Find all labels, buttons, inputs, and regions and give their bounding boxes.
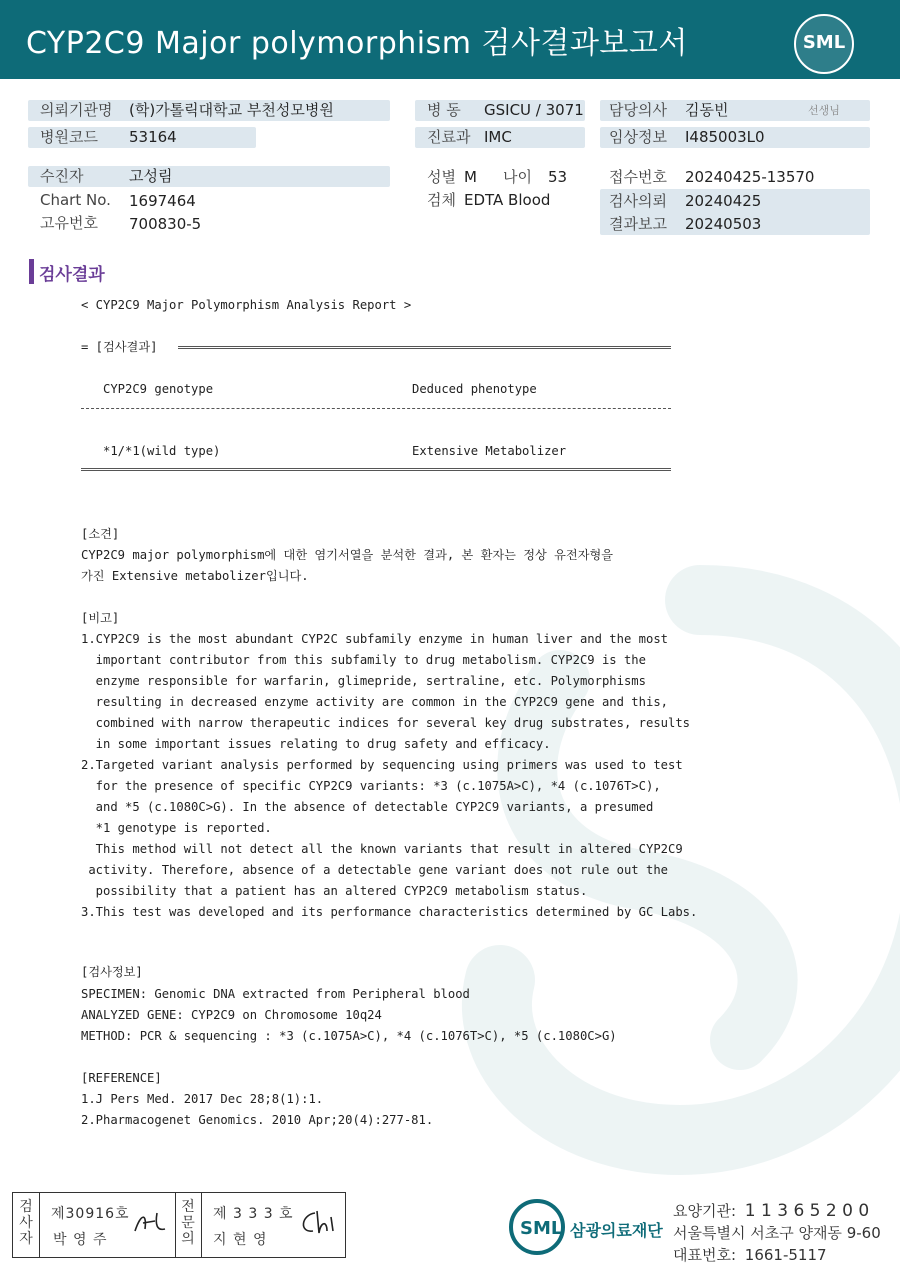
specialist-name: 지 현 영 bbox=[213, 1232, 268, 1248]
ref-line: 1.J Pers Med. 2017 Dec 28;8(1):1. bbox=[81, 1092, 324, 1106]
receipt-label: 접수번호 bbox=[609, 168, 667, 186]
doctor-label: 담당의사 bbox=[609, 101, 667, 119]
remark-line: activity. Therefore, absence of a detectable gene variant does not rule out the bbox=[81, 863, 668, 877]
ward-value: GSICU / 3071 bbox=[484, 101, 584, 119]
examinee-label: 수진자 bbox=[40, 167, 84, 185]
institution-code: 1 1 3 6 5 2 0 0 bbox=[744, 1201, 870, 1221]
remark-line: for the presence of specific CYP2C9 variants: *3 (c.1075A>C), *4 (c.1076T>C), bbox=[81, 779, 661, 793]
hospital-code-value: 53164 bbox=[129, 128, 177, 146]
clinical-label: 임상정보 bbox=[609, 128, 667, 146]
col-phenotype: Deduced phenotype bbox=[412, 382, 537, 396]
examiner-signature-icon bbox=[131, 1207, 171, 1237]
uid-label: 고유번호 bbox=[40, 214, 98, 232]
remark-line: resulting in decreased enzyme activity are common in the CYP2C9 gene and this, bbox=[81, 695, 668, 709]
sex-value: M bbox=[464, 168, 477, 186]
info-line: SPECIMEN: Genomic DNA extracted from Peripheral blood bbox=[81, 987, 470, 1001]
info-line: ANALYZED GENE: CYP2C9 on Chromosome 10q24 bbox=[81, 1008, 382, 1022]
doctor-suffix: 선생님 bbox=[808, 104, 840, 117]
org-name: 삼광의료재단 bbox=[570, 1221, 663, 1240]
institution-label: 의뢰기관명 bbox=[40, 101, 113, 119]
doctor-value: 김동빈 bbox=[685, 101, 729, 119]
reported-label: 결과보고 bbox=[609, 215, 667, 233]
report-heading: < CYP2C9 Major Polymorphism Analysis Report > bbox=[81, 298, 412, 312]
remark-line: possibility that a patient has an altered CYP2C9 metabolism status. bbox=[81, 884, 588, 898]
org-address: 서울특별시 서초구 양재동 9-60 bbox=[673, 1224, 881, 1242]
phone-number: 1661-5117 bbox=[744, 1246, 827, 1264]
remark-line: 3.This test was developed and its performance characteristics determined by GC Labs. bbox=[81, 905, 698, 919]
ref-title: [REFERENCE] bbox=[81, 1071, 162, 1085]
clinical-value: I485003L0 bbox=[685, 128, 765, 146]
examiner-label: 검 사 자 bbox=[19, 1199, 33, 1247]
remark-line: 1.CYP2C9 is the most abundant CYP2C subfamily enzyme in human liver and the most bbox=[81, 632, 668, 646]
info-line: METHOD: PCR & sequencing : *3 (c.1075A>C), *4 (c.1076T>C), *5 (c.1080C>G) bbox=[81, 1029, 617, 1043]
institution-value: (학)가톨릭대학교 부천성모병원 bbox=[129, 101, 334, 119]
genotype-value: *1/*1(wild type) bbox=[103, 444, 221, 458]
sex-label: 성별 bbox=[427, 168, 456, 186]
stamp-divider bbox=[175, 1193, 176, 1257]
stamp-divider bbox=[201, 1193, 202, 1257]
phenotype-value: Extensive Metabolizer bbox=[412, 444, 567, 458]
report-title: CYP2C9 Major polymorphism 검사결과보고서 bbox=[26, 26, 688, 61]
specimen-label: 검체 bbox=[427, 191, 456, 209]
remark-line: *1 genotype is reported. bbox=[81, 821, 272, 835]
reported-value: 20240503 bbox=[685, 215, 762, 233]
col-genotype: CYP2C9 genotype bbox=[103, 382, 214, 396]
specimen-value: EDTA Blood bbox=[464, 191, 551, 209]
requested-value: 20240425 bbox=[685, 192, 762, 210]
remark-line: This method will not detect all the known variants that result in altered CYP2C9 bbox=[81, 842, 683, 856]
remark-line: combined with narrow therapeutic indices for several key drug substrates, results bbox=[81, 716, 691, 730]
remark-line: in some important issues relating to drug safety and efficacy. bbox=[81, 737, 551, 751]
chart-label: Chart No. bbox=[40, 191, 111, 209]
finding-line: CYP2C9 major polymorphism에 대한 염기서열을 분석한 결과, 본 환자는 정상 유전자형을 bbox=[81, 548, 614, 562]
remark-line: 2.Targeted variant analysis performed by sequencing using primers was used to test bbox=[81, 758, 683, 772]
hospital-code-label: 병원코드 bbox=[40, 128, 98, 146]
requested-label: 검사의뢰 bbox=[609, 192, 667, 210]
dept-label: 진료과 bbox=[427, 128, 471, 146]
signature-stamp bbox=[12, 1192, 346, 1258]
institution-code-label: 요양기관: bbox=[673, 1202, 737, 1220]
phone-label: 대표번호: bbox=[673, 1246, 737, 1264]
specialist-signature-icon bbox=[295, 1207, 339, 1237]
info-title: [검사정보] bbox=[81, 965, 143, 979]
finding-line: 가진 Extensive metabolizer입니다. bbox=[81, 569, 309, 583]
chart-value: 1697464 bbox=[129, 192, 196, 210]
stamp-divider bbox=[39, 1193, 40, 1257]
examinee-value: 고성림 bbox=[129, 167, 173, 185]
remark-line: important contributor from this subfamily to drug metabolism. CYP2C9 is the bbox=[81, 653, 646, 667]
rule-result bbox=[178, 346, 671, 349]
ward-label: 병 동 bbox=[427, 101, 461, 119]
examiner-license: 제30916호 bbox=[51, 1206, 130, 1222]
remark-line: and *5 (c.1080C>G). In the absence of detectable CYP2C9 variants, a presumed bbox=[81, 800, 654, 814]
result-label: = [검사결과] bbox=[81, 340, 158, 354]
report-header bbox=[0, 0, 900, 79]
remark-title: [비고] bbox=[81, 611, 120, 625]
org-logo-text: SML bbox=[520, 1218, 563, 1239]
examiner-name: 박 영 주 bbox=[53, 1232, 108, 1248]
ref-line: 2.Pharmacogenet Genomics. 2010 Apr;20(4):277-81. bbox=[81, 1113, 434, 1127]
specialist-label: 전 문 의 bbox=[181, 1199, 195, 1247]
rule-end bbox=[81, 468, 671, 471]
rule-header bbox=[81, 408, 671, 409]
remark-line: enzyme responsible for warfarin, glimepride, sertraline, etc. Polymorphisms bbox=[81, 674, 646, 688]
specialist-license: 제 3 3 3 호 bbox=[213, 1206, 294, 1222]
receipt-value: 20240425-13570 bbox=[685, 168, 815, 186]
phone-row bbox=[673, 1244, 827, 1265]
sml-logo-icon: SML bbox=[794, 14, 854, 74]
institution-code-row bbox=[673, 1200, 869, 1221]
finding-title: [소견] bbox=[81, 527, 120, 541]
section-title: 검사결과 bbox=[39, 265, 105, 285]
dept-value: IMC bbox=[484, 128, 512, 146]
age-value: 53 bbox=[548, 168, 568, 186]
section-marker bbox=[29, 259, 34, 284]
age-label: 나이 bbox=[503, 168, 532, 186]
uid-value: 700830-5 bbox=[129, 215, 202, 233]
